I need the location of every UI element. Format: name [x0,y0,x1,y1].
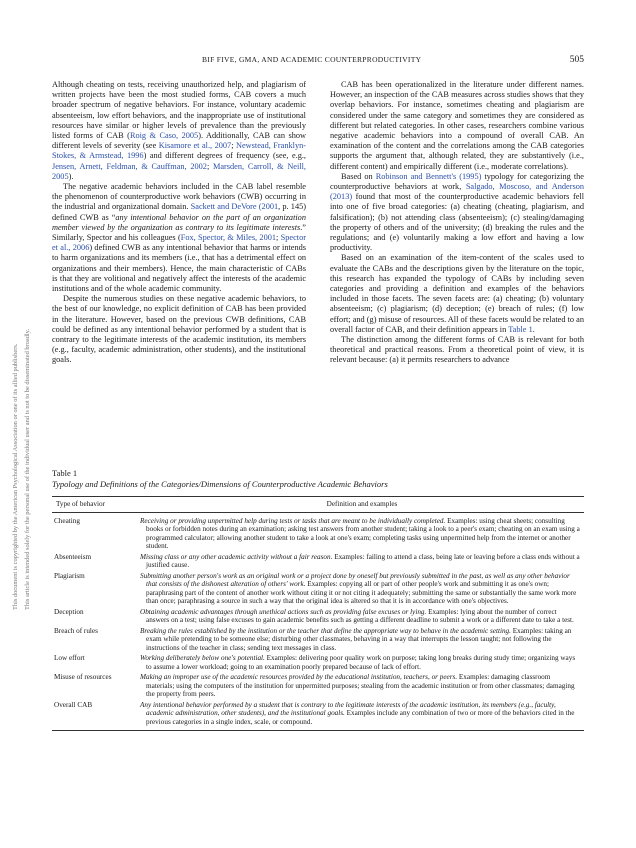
left-paragraph-2: The negative academic behaviors included in the CAB label resemble the phenomenon of counterproductive work behaviors (CWB) occurring in the industrial and organizational domain. Sackett and DeVore (2001, p. 145) defined CWB as “any intentional behavior on the part of an organization member viewed by the organization as contrary to its legitimate interests.” Similarly, Spector and his colleagues (Fox, Spector, & Miles, 2001; Spector et al., 2006) defined CWB as any intentional behavior that harms or intends to harm organizations and its members (i.e., that has a detrimental effect on organizations and their members). Hence, the main characteristic of CABs is that they are volitional and negatively affect the interests of the academic institutions and of the whole academic community. [52,182,307,294]
right-paragraph-1: CAB has been operationalized in the literature under different names. However, an inspection of the CAB measures across studies shows that they overlap behaviors. For instance, sometimes cheating and plagiarism are considered under the same category and sometimes they are considered as different but related categories. In other cases, researchers combine various negative academic behaviors into a compound of overall CAB. An examination of the content and the correlations among the CAB categories supports the argument that, although related, they are substantively (i.e., different content) and empirically different (i.e., moderate correlations). [330,80,584,171]
table-row [52,672,584,700]
table-header-row [52,497,584,513]
cwb-quote: any intentional behavior on the part of an organization member viewed by the organization as contrary to its legitimate interests [52,212,306,232]
left-paragraph-3: Despite the numerous studies on these negative academic behaviors, to the best of our knowledge, no explicit definition of CAB has been provided in the literature. However, based on the previous CWB definitions, CAB could be defined as any intentional behavior performed by a student that is contrary to the legitimate interests of the academic institution, its members (e.g., faculty, academic administration, other students), and the institutional goals. [52,294,306,365]
copyright-side-note [6,230,36,610]
citation-link[interactable]: Marsden, Carroll, & Neill, 2005 [52,161,306,181]
table-row [52,607,584,626]
table-row [52,700,584,731]
right-paragraph-2: Based on Robinson and Bennett's (1995) typology for categorizing the counterproductive behaviors at work, Salgado, Moscoso, and Anderson (2013) found that most of the counterproductive academic behaviors fell into one of five broad categories: (a) cheating (cheating, plagiarism, and falsification); (b) not attending class (absenteeism); (c) stealing/damaging the property of others and of the university; (d) breaking the rules and the regulations; and (e) voluntarily making a low effort and having a low productivity. [330,171,584,253]
behavior-type: Breach of rules [54,626,98,635]
behavior-type: Absenteeism [54,552,92,561]
table-caption [52,468,584,490]
citation-link[interactable]: Robinson and Bennett's (1995) [375,171,482,181]
right-paragraph-3: Based on an examination of the item-content of the scales used to evaluate the CABs and the descriptions given by the literature on the topic, this research has expanded the typology of CABs by including seven categories and providing a definition and examples of the behaviors included in those facets. The seven facets are: (a) cheating; (b) voluntary absenteeism; (c) plagiarism; (d) deception; (e) breach of rules; (f) low effort; and (g) misuse of resources. All of these facets would be related to an overall factor of CAB, and their definition appears in Table 1. [330,253,584,334]
citation-link[interactable]: Newstead, Franklyn-Stokes, & Armstead, 1996 [52,141,306,161]
citation-link[interactable]: Jensen, Arnett, Feldman, & Cauffman, 2002 [52,161,207,171]
citation-link[interactable]: Roig & Caso, 2005 [129,131,199,141]
left-column [52,80,306,366]
table-row [52,653,584,672]
behavior-definition: Submitting another person's work as an original work or a project done by oneself but previously submitted in the past, as well as any other behavior that consists of the dishonest alteration of others' work. Examples: copying all or part of other people's work and submitting it as one's own; paraphrasing part of the content of another work without citing it or not citing it adequately; submitting the same or substantially the same work more than once; paraphrasing a source in such a way that the original idea is altered so that it is in accordance with one's objectives. [140,571,577,605]
citation-link[interactable]: Kisamore et al., 2007 [158,141,232,151]
behavior-definition: Making an improper use of the academic resources provided by the educational institution, teachers, or peers. Examples: damaging classroom materials; using the computers of the institution for unpermitted purposes; stealing from the academic institution or from other classmates; damaging the property from peers. [140,673,575,698]
behavior-type: Misuse of resources [54,673,112,681]
behavior-type: Low effort [54,654,85,662]
table-row [52,512,584,552]
behavior-definition: Missing class or any other academic activity without a fair reason. Examples: failing to attend a class, being late or leaving before a class ends without a justified cause. [140,552,580,569]
copyright-line-2: This article is intended solely for the personal use of the individual user and is not to be disseminated broadly. [24,328,31,610]
page-number: 505 [569,55,584,65]
citation-link[interactable]: Spector et al., 2006 [52,233,306,253]
citation-link[interactable]: Salgado, Moscoso, and Anderson (2013) [330,182,584,202]
table-title: Typology and Definitions of the Categories/Dimensions of Counterproductive Academic Behaviors [52,479,388,489]
copyright-line-1: This document is copyrighted by the American Psychological Association or one of its allied publishers. [12,343,19,610]
running-header [52,55,584,67]
table-row [52,626,584,654]
behavior-type: Deception [54,607,84,616]
left-paragraph-1: Although cheating on tests, receiving unauthorized help, and plagiarism of written projects have been the most studied forms, CAB covers a much broader spectrum of negative behaviors. For instance, voluntary academic absenteeism, low effort behaviors, and the inappropriate use of institutional resources have similar or higher levels of prevalence than the previously listed forms of CAB (Roig & Caso, 2005). Additionally, CAB can show different levels of severity (see Kisamore et al., 2007; Newstead, Franklyn-Stokes, & Armstead, 1996) and different degrees of frequency (see, e.g., Jensen, Arnett, Feldman, & Cauffman, 2002; Marsden, Carroll, & Neill, 2005). [52,80,306,181]
behavior-type: Plagiarism [54,571,85,580]
behavior-type: Cheating [54,516,80,525]
behavior-type: Overall CAB [52,700,140,731]
col-header-type: Type of behavior [52,497,140,513]
cab-typology-table [52,496,584,731]
right-column [330,80,584,366]
behavior-definition: Breaking the rules established by the institution or the teacher that define the appropriate way to behave in the academic setting. Examples: taking an exam while pretending to be someone else; disturbing other classmates, behaving in a way that interrupts the lesson taught; not following the instructions of the teacher in class; sending text messages in class. [140,626,572,652]
table-label: Table 1 [52,468,78,478]
table-row [52,571,584,607]
running-head: BIF FIVE, GMA, AND ACADEMIC COUNTERPRODUCTIVITY [202,55,422,64]
citation-link[interactable]: Fox, Spector, & Miles, 2001 [180,233,277,243]
right-paragraph-4: The distinction among the different forms of CAB is relevant for both theoretical and practical reasons. From a theoretical point of view, it is relevant because: (a) it permits researchers to advance [330,335,584,365]
table-link[interactable]: Table 1 [508,324,533,334]
table-row [52,552,584,571]
behavior-definition: Working deliberately below one's potential. Examples: delivering poor quality work on purpose; taking long breaks during study time; organizing ways to assume a lower workload; going to an examination poorly prepared because of lack of effort. [140,654,576,671]
col-header-definition: Definition and examples [140,497,584,513]
behavior-definition: Receiving or providing unpermitted help during tests or tasks that are meant to be individually completed. Examples: using cheat sheets; consulting books or forbidden notes during an examination; asking test answers from another student; taking a look to a peer's exam; cheating on an exam using a programmed calculator; allowing another student to take a look at one's exam; completing tasks using unpermitted help from the internet or another student. [140,516,580,550]
citation-link[interactable]: Sackett and DeVore (2001 [190,202,279,212]
behavior-definition: Obtaining academic advantages through unethical actions such as providing false excuses or lying. Examples: lying about the number of correct answers on a test; using false excuses to gain academic benefits such as getting a different deadline to submit a work or a different date to take a test. [140,607,574,624]
behavior-definition: Any intentional behavior performed by a student that is contrary to the legitimate interests of the academic institution, its members (e.g., faculty, academic administration, other students), and the institutional goals. Examples include any combination of two or more of the behaviors cited in the previous categories in a single index, scale, or compound. [140,700,584,731]
